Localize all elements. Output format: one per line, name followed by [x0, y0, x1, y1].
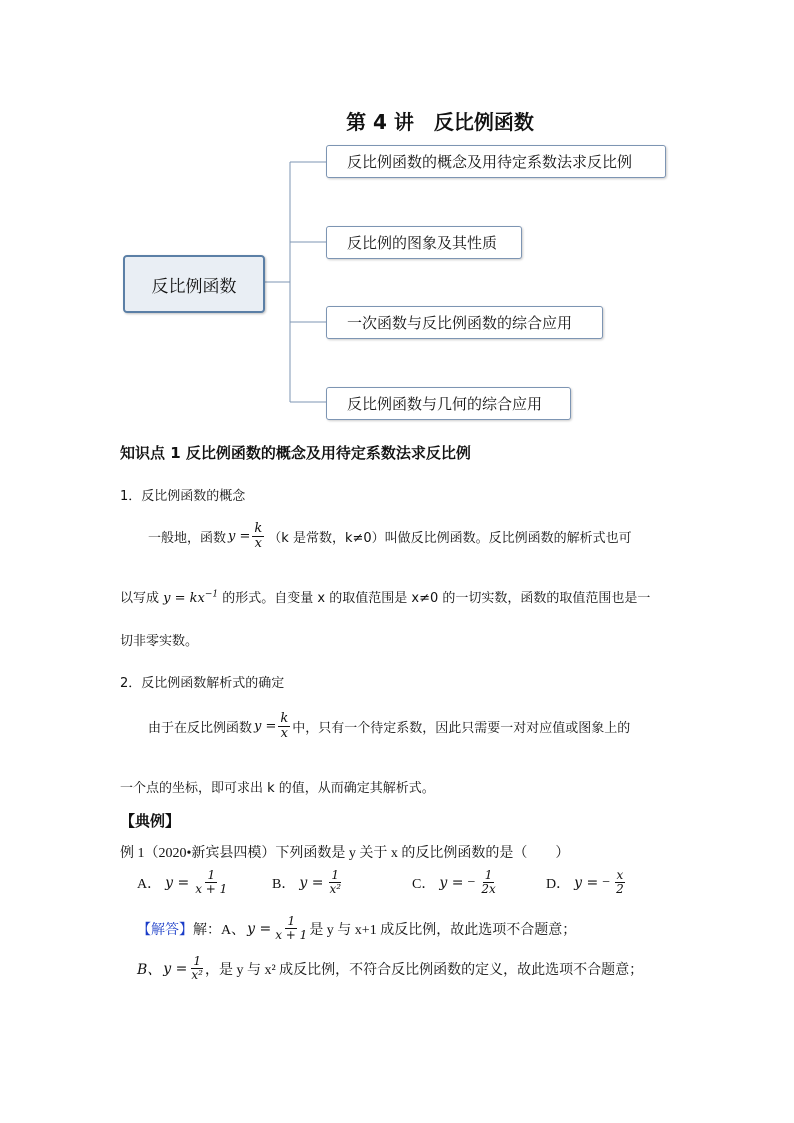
mindmap-branch-3: 一次函数与反比例函数的综合应用 [326, 306, 603, 339]
answer-line-b: B、 y = $\frac{1}{\text{x²}}$ ，是 y 与 x² 成反比例，不符合反比例函数的定义，故此选项不合题意； [137, 954, 644, 983]
item2-line1: 由于在反比例函数 y = $\frac{k}{x}$ 中，只有一个待定系数，因此只需要一对对应值或图象上的 [148, 711, 631, 742]
item1-line1 [148, 522, 632, 552]
answer-line-a: 【解答】 解：A、 y = $\frac{1}{x + 1}$ 是 y 与 x+1 成反比例，故此选项不合题意； [137, 914, 577, 943]
item1-line2 [120, 587, 650, 606]
mindmap-root: 反比例函数 [123, 255, 265, 313]
page-title: 第 4 讲 反比例函数 [346, 110, 534, 134]
mindmap-branch-1: 反比例函数的概念及用待定系数法求反比例 [326, 145, 666, 178]
item2-text-a: 由于在反比例函数 [148, 721, 253, 737]
item1-text-c: 以写成 [120, 591, 160, 606]
mindmap-branch-4: 反比例函数与几何的综合应用 [326, 387, 571, 420]
item1-text-d: 的形式。自变量 x 的取值范围是 x≠0 的一切实数，函数的取值范围也是一 [222, 591, 651, 606]
formula-y-eq: y = [228, 529, 251, 545]
item2-title: 2．反比例函数解析式的确定 [120, 676, 285, 691]
item1-text-a: 一般地，函数 [148, 531, 227, 547]
example-question: 例 1（2020•新宾县四模）下列函数是 y 关于 x 的反比例函数的是（ ） [120, 846, 570, 861]
answer-tag: 【解答】 [137, 922, 193, 938]
option-d[interactable]: D． y = − $\frac{x}{2}$ [546, 868, 624, 897]
formula-k-over-x-2: $\frac{k}{x}$ [280, 711, 289, 742]
item1-title: 1．反比例函数的概念 [120, 489, 246, 504]
formula-k-over-x: $\frac{k}{x}$ [254, 521, 263, 552]
item2-text-c: 一个点的坐标，即可求出 k 的值，从而确定其解析式。 [120, 781, 435, 796]
item1-text-e: 切非零实数。 [120, 634, 199, 649]
mindmap-branch-2: 反比例的图象及其性质 [326, 226, 522, 259]
option-a[interactable]: A． y = $\frac{1}{x + 1}$ [137, 868, 228, 897]
option-c[interactable]: C． y = − $\frac{1}{2x}$ [412, 868, 496, 897]
formula-kx-inverse: $y = kx^{-1}$ [163, 589, 219, 606]
option-b[interactable]: B． y = $\frac{1}{\text{x²}}$ [272, 868, 342, 897]
item2-text-b: 中，只有一个待定系数，因此只需要一对对应值或图象上的 [292, 721, 631, 737]
item1-text-b: （k 是常数，k≠0）叫做反比例函数。反比例函数的解析式也可 [268, 531, 632, 547]
section-heading: 知识点 1 反比例函数的概念及用待定系数法求反比例 [120, 444, 471, 462]
example-label: 【典例】 [120, 812, 181, 830]
